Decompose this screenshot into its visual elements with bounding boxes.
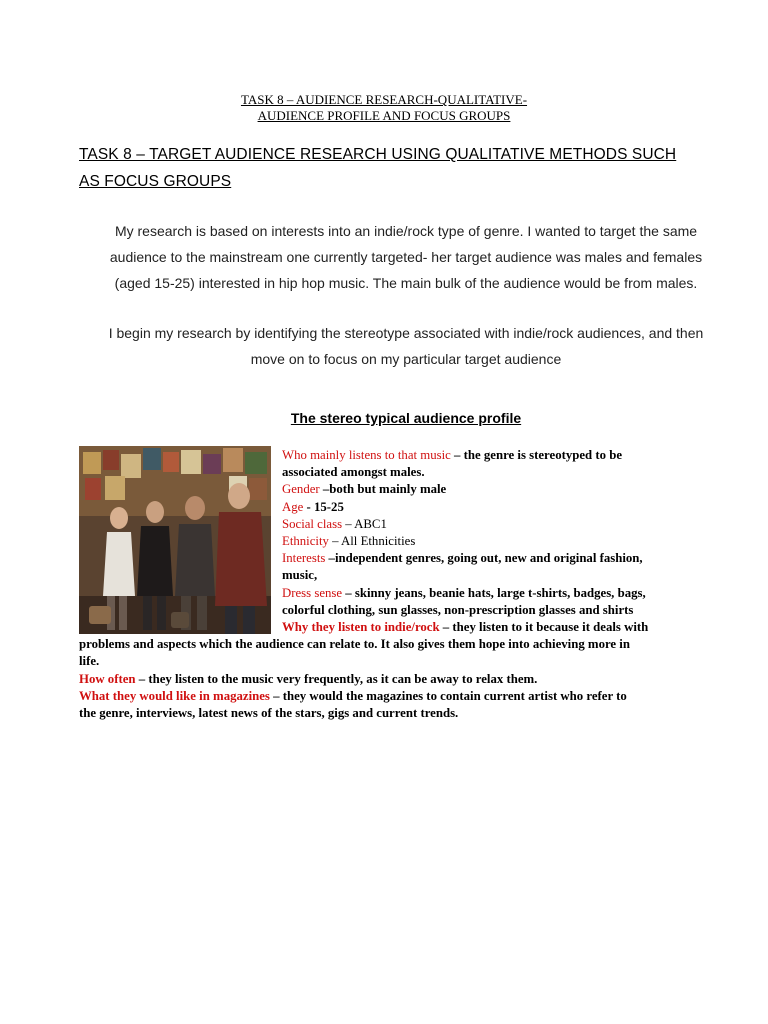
section-heading	[79, 141, 739, 195]
profile-key: Age	[282, 499, 304, 514]
document-title	[0, 92, 768, 124]
profile-key: Ethnicity	[282, 534, 329, 549]
profile-item-dress-sense	[79, 585, 735, 602]
title-line-1: TASK 8 – AUDIENCE RESEARCH-QUALITATIVE-	[240, 92, 528, 107]
profile-value: – the genre is stereotyped to be	[450, 448, 623, 462]
profile-item-why-cont: problems and aspects which the audience can relate to. It also gives them hope into achieving more in	[79, 637, 630, 652]
profile-item-who	[79, 447, 735, 464]
paragraph-line: move on to focus on my particular target audience	[250, 351, 562, 367]
paragraph-line: audience to the mainstream one currently targeted- her target audience was males and females	[109, 249, 703, 265]
profile-item-who-cont: associated amongst males.	[282, 465, 425, 480]
profile-value: –independent genres, going out, new and original fashion,	[325, 551, 643, 566]
profile-key: Why they listen to indie/rock	[282, 620, 440, 635]
profile-key: Dress sense	[282, 585, 343, 600]
profile-item-gender	[79, 481, 735, 498]
profile-item-interests	[79, 550, 735, 567]
profile-value: – All Ethnicities	[328, 534, 416, 549]
profile-key: How often	[79, 671, 136, 686]
intro-paragraph	[79, 218, 733, 296]
profile-heading: The stereo typical audience profile	[290, 410, 522, 426]
profile-item-social-class	[79, 516, 735, 533]
title-line-2: AUDIENCE PROFILE AND FOCUS GROUPS	[257, 108, 511, 123]
paragraph-line: (aged 15-25) interested in hip hop music. The main bulk of the audience would be from males.	[114, 275, 698, 291]
profile-key: Interests	[282, 551, 326, 566]
profile-value: - 15-25	[303, 499, 344, 514]
profile-value: – ABC1	[342, 516, 387, 531]
profile-item-magazines	[79, 688, 735, 705]
profile-item-ethnicity	[79, 533, 735, 550]
profile-item-why-cont-2: life.	[79, 654, 100, 669]
section-heading-line-1: TASK 8 – TARGET AUDIENCE RESEARCH USING QUALITATIVE METHODS SUCH	[79, 146, 677, 163]
paragraph-line: I begin my research by identifying the stereotype associated with indie/rock audiences, and then	[108, 325, 704, 341]
profile-key: Who mainly listens to that music	[282, 448, 451, 462]
profile-item-how-often	[79, 671, 735, 688]
profile-value: – skinny jeans, beanie hats, large t-shirts, badges, bags,	[342, 585, 646, 600]
profile-item-why	[79, 619, 735, 636]
profile-key: What they would like in magazines	[79, 688, 270, 703]
method-paragraph	[79, 320, 733, 372]
profile-item-dress-sense-cont: colorful clothing, sun glasses, non-prescription glasses and shirts	[282, 602, 634, 617]
profile-item-age	[79, 499, 735, 516]
profile-value: –both but mainly male	[319, 482, 447, 497]
profile-key: Social class	[282, 516, 343, 531]
profile-value: – they listen to the music very frequently, as it can be away to relax them.	[135, 671, 538, 686]
profile-value: – they would the magazines to contain current artist who refer to	[269, 688, 627, 703]
profile-key: Gender	[282, 482, 320, 497]
section-heading-line-2: AS FOCUS GROUPS	[79, 173, 232, 190]
profile-item-magazines-cont: the genre, interviews, latest news of the stars, gigs and current trends.	[79, 706, 459, 721]
paragraph-line: My research is based on interests into an indie/rock type of genre. I wanted to target the same	[114, 223, 698, 239]
profile-item-interests-cont: music,	[282, 568, 318, 583]
profile-value: – they listen to it because it deals with	[439, 620, 649, 635]
audience-profile-list	[79, 447, 735, 722]
